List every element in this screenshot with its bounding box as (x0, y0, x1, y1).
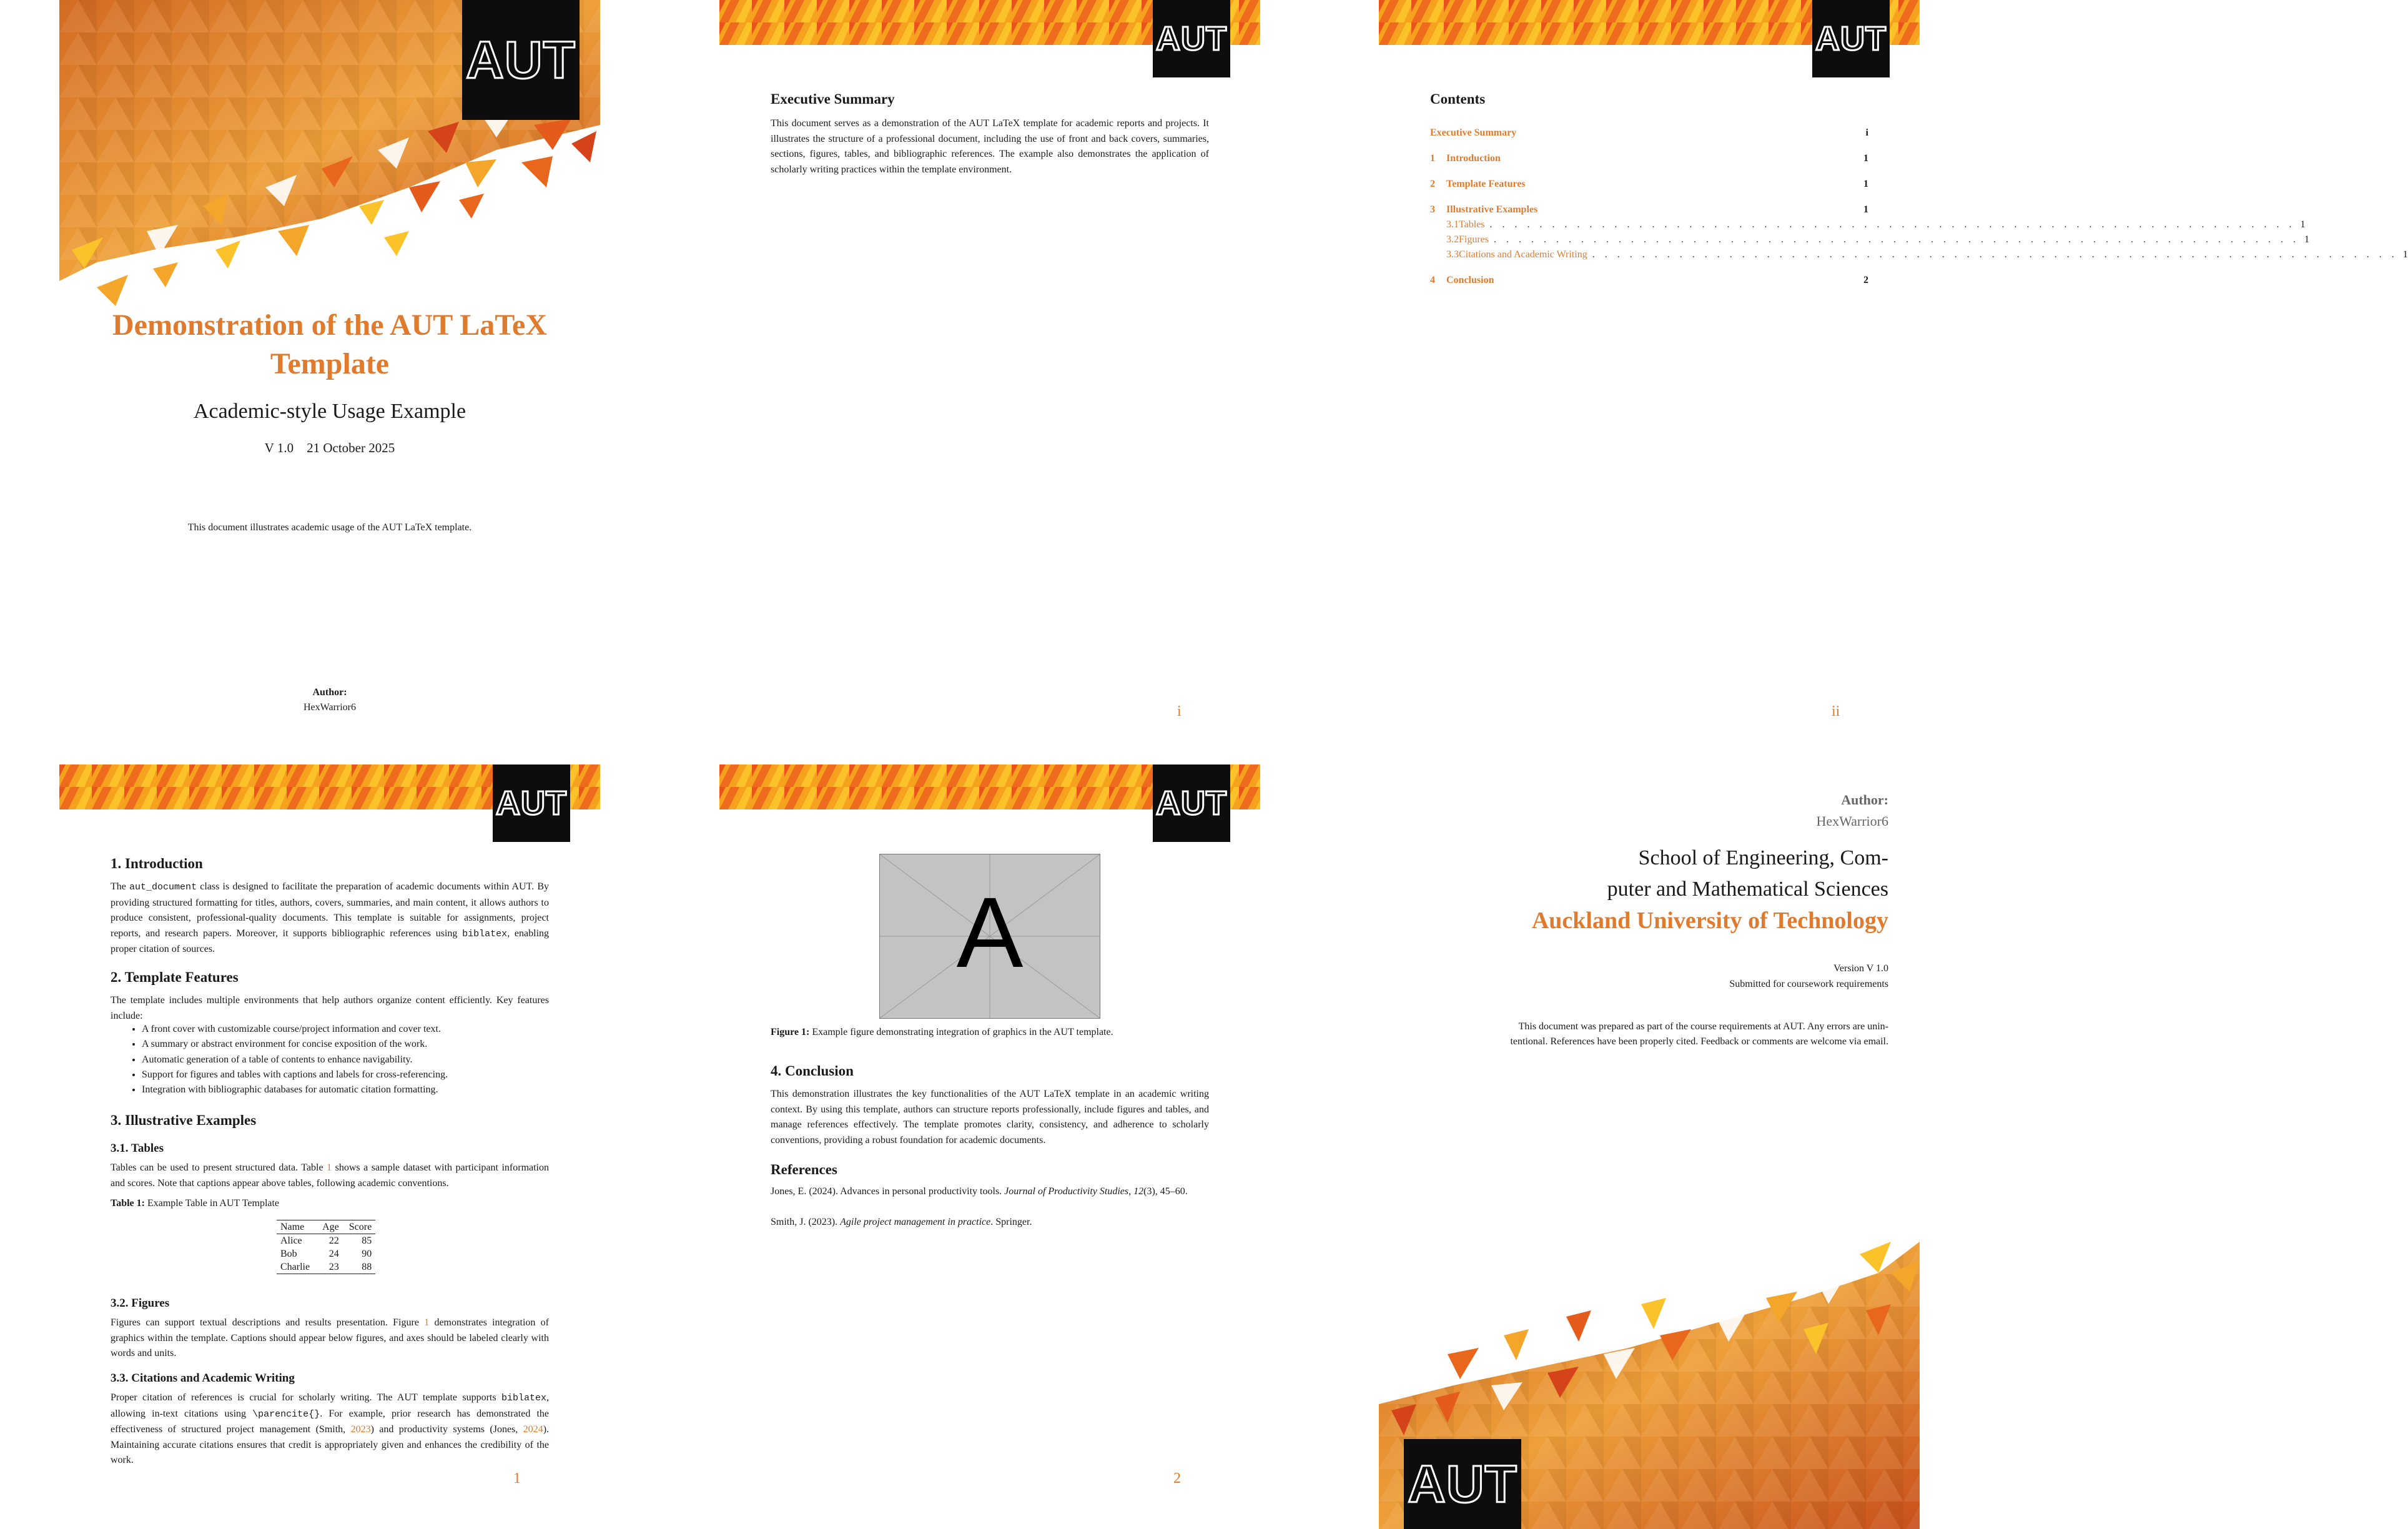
cover-subtitle: Academic-style Usage Example (193, 400, 466, 423)
summary-text: This document serves as a demonstration of the AUT LaTeX template for academic reports and projects. It illustrates the structure of a professional document, including the use of front and back covers, summaries, sections, figures, tables, and bibliographic references. The example also demonstrates the application of scholarly writing practices within the template environment. (771, 118, 1209, 175)
aut-logo: AUT (1812, 0, 1890, 77)
figures-heading: 3.2. Figures (111, 1297, 170, 1310)
table-header: Score (348, 1222, 372, 1232)
citation-link[interactable]: 2023 (350, 1424, 371, 1435)
tables-text: Tables can be used to present structured data. Table 1 shows a sample dataset with participant information and scores. Note that captions appear above tables, following academic conventions. (111, 1162, 550, 1189)
cover-page (59, 0, 600, 718)
content-page-2 (719, 764, 1260, 1529)
introduction-text: The aut_document class is designed to facilitate the preparation of academic documents within AUT. By providing structured formatting for titles, authors, covers, summaries, and main content, it allows authors to produce consistent, professional-quality documents. This template is suitable for assignments, project reports, and research papers. Moreover, it supports bibliographic references using biblatex, enabling proper citation of sources. (111, 881, 550, 954)
cover-author-name: HexWarrior6 (303, 702, 356, 713)
toc-subentry-figures[interactable]: 3.2 Figures . . . . . . . . . . . . . . . . . . . . . . . . . . . . . . . . . . . . . . . . . . . . . . . . . . . . . . . . . . . . . . . . . 1 (1446, 234, 2309, 245)
list-item: • A summary or abstract environment for concise exposition of the work. (142, 1037, 548, 1052)
table-header: Age (322, 1222, 339, 1232)
back-cover-page (1379, 764, 1920, 1529)
figure-caption: Figure 1: Example figure demonstrating integration of graphics in the AUT template. (771, 1027, 1113, 1037)
examples-heading: 3. Illustrative Examples (111, 1112, 257, 1128)
page-number: 1 (513, 1470, 521, 1487)
reference-entry: Jones, E. (2024). Advances in personal productivity tools. Journal of Productivity Studies, 12(3), 45–60. (771, 1186, 1188, 1197)
citations-text: Proper citation of references is crucial for scholarly writing. The AUT template supports biblatex, allowing in-text citations using \parencite{}. For example, prior research has demonstrated the effectiveness of structured project management (Smith, 2023) and productivity systems (Jones, 2024). Maintaining accurate citations ensures that credit is appropriately given and enhances the credibility of the work. (111, 1392, 550, 1465)
back-submitted: Submitted for coursework requirements (1729, 979, 1888, 989)
figure-reference-link[interactable]: 1 (424, 1317, 430, 1328)
summary-page (719, 0, 1260, 718)
citation-link[interactable]: 2024 (523, 1424, 543, 1435)
back-note: This document was prepared as part of the course requirements at AUT. Any errors are unin- tentional. References have been properly cited. Feedback or comments are welcome via email. (1510, 1021, 1888, 1047)
example-figure (879, 854, 1100, 1019)
content-page-1 (59, 764, 600, 1529)
aut-logo: AUT (1153, 764, 1230, 842)
list-item: • Support for figures and tables with captions and labels for cross-referencing. (142, 1067, 548, 1082)
list-item: • Automatic generation of a table of contents to enhance navigability. (142, 1052, 548, 1067)
cover-title: Demonstration of the AUT LaTeX Template (112, 309, 548, 380)
toc-entry-illustrative-examples[interactable]: 3 Illustrative Examples 1 (1430, 204, 1868, 215)
cover-author-label: Author: (312, 687, 347, 698)
table-row: Alice 22 85 (280, 1235, 372, 1246)
contents-heading: Contents (1430, 91, 1486, 107)
table-row: Charlie 23 88 (280, 1262, 372, 1272)
page-number: ii (1832, 703, 1840, 720)
toc-entry-template-features[interactable]: 2 Template Features 1 (1430, 179, 1868, 189)
back-author-name: HexWarrior6 (1816, 813, 1888, 829)
features-text: The template includes multiple environments that help authors organize content efficiently. Key features include: (111, 995, 549, 1021)
reference-entry: Smith, J. (2023). Agile project management in practice. Springer. (771, 1217, 1032, 1227)
references-heading: References (771, 1162, 837, 1177)
toc-entry-introduction[interactable]: 1 Introduction 1 (1430, 153, 1868, 164)
university-name: Auckland University of Technology (1531, 908, 1888, 934)
table-row: Bob 24 90 (280, 1249, 372, 1259)
list-item: • Integration with bibliographic databases for automatic citation formatting. (142, 1082, 548, 1097)
toc-subentry-tables[interactable]: 3.1 Tables . . . . . . . . . . . . . . . . . . . . . . . . . . . . . . . . . . . . . . . . . . . . . . . . . . . . . . . . . . . . . . . . . 1 (1446, 219, 2306, 230)
aut-logo: AUT (1404, 1439, 1521, 1529)
toc-subentry-citations[interactable]: 3.3 Citations and Academic Writing . . . . . . . . . . . . . . . . . . . . . . . . . . . . . . . . . . . . . . . . . . . . . . . . . . . . . . . . . . . . . . . . . 1 (1446, 249, 2408, 260)
table-reference-link[interactable]: 1 (327, 1162, 332, 1173)
features-list (129, 1022, 548, 1097)
features-heading: 2. Template Features (111, 969, 239, 985)
cover-version-date: V 1.0 21 October 2025 (264, 440, 395, 455)
example-table (277, 1220, 375, 1274)
citations-heading: 3.3. Citations and Academic Writing (111, 1372, 295, 1385)
conclusion-text: This demonstration illustrates the key functionalities of the AUT LaTeX template in an academic writing context. By using this template, authors can structure reports professionally, include figures and tables, and manage references effectively. The template promotes clarity, consistency, and adherence to scholarly conventions, providing a robust foundation for academic documents. (771, 1089, 1209, 1146)
toc-entry-conclusion[interactable]: 4 Conclusion 2 (1430, 275, 1868, 285)
toc-entry-executive-summary[interactable]: Executive Summary i (1430, 127, 1868, 138)
figure-letter: A (956, 876, 1024, 988)
page-number: i (1177, 703, 1182, 720)
list-item: • A front cover with customizable course/project information and cover text. (142, 1022, 548, 1037)
conclusion-heading: 4. Conclusion (771, 1063, 854, 1079)
aut-logo: AUT (462, 0, 580, 120)
back-author-label: Author: (1841, 792, 1888, 808)
tables-heading: 3.1. Tables (111, 1142, 164, 1155)
table-caption: Table 1: Example Table in AUT Template (111, 1198, 280, 1209)
school-name: School of Engineering, Com- puter and Mathematical Sciences (1607, 846, 1888, 901)
summary-heading: Executive Summary (771, 91, 895, 107)
aut-logo: AUT (1153, 0, 1230, 77)
back-version: Version V 1.0 (1833, 963, 1888, 974)
cover-description: This document illustrates academic usage of the AUT LaTeX template. (187, 522, 472, 533)
figures-text: Figures can support textual descriptions and results presentation. Figure 1 demonstrates integration of graphics within the template. Captions should appear below figures, and axes should be labeled clearly with words and units. (111, 1317, 550, 1358)
contents-page (1379, 0, 2408, 720)
aut-logo: AUT (493, 764, 570, 842)
introduction-heading: 1. Introduction (111, 856, 203, 871)
table-header: Name (280, 1222, 305, 1232)
page-number: 2 (1173, 1470, 1181, 1487)
